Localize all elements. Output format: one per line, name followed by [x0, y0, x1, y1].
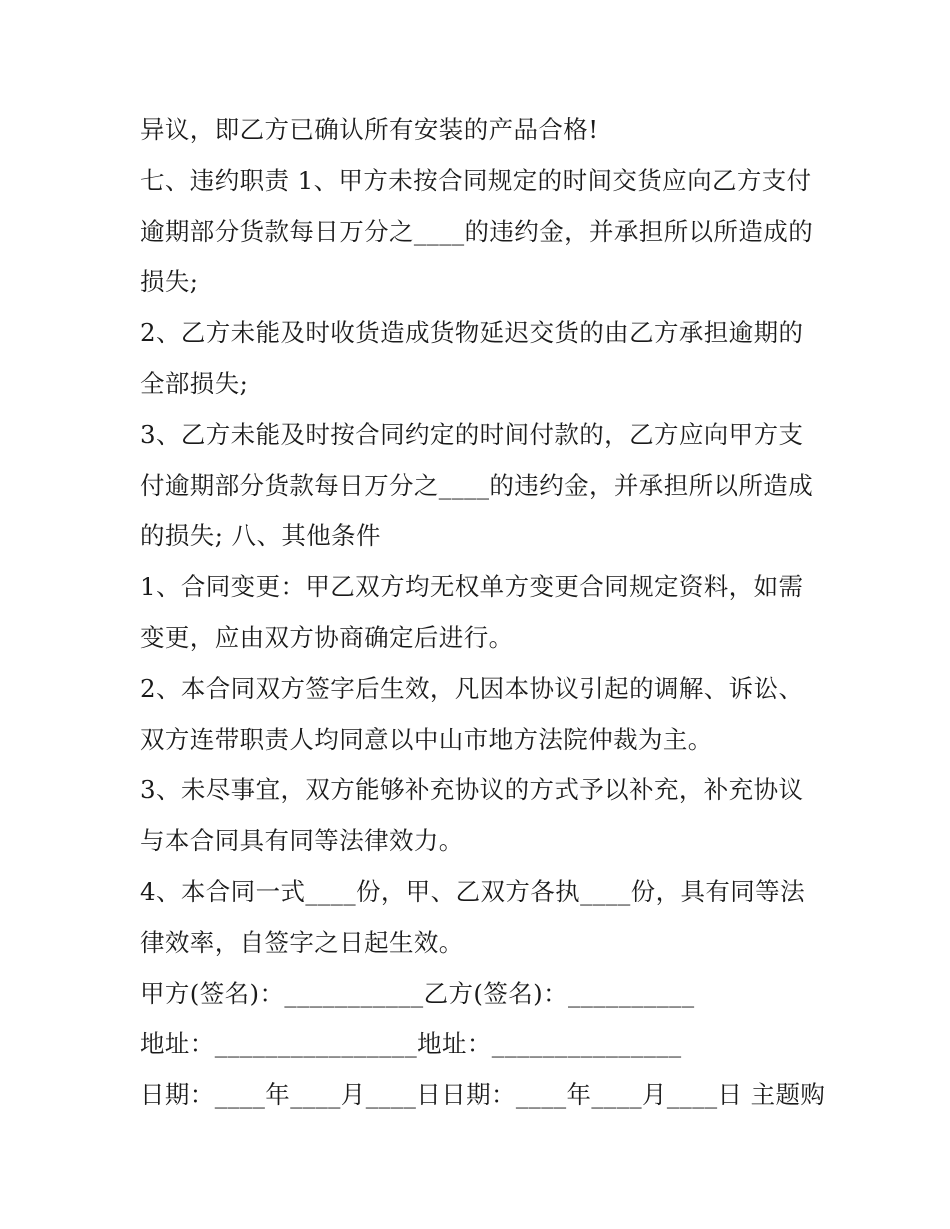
text-line: 律效率，自签字之日起生效。: [140, 927, 464, 957]
text-line: 的损失; 八、其他条件: [140, 521, 381, 551]
text-line: 2、本合同双方签字后生效，凡因本协议引起的调解、诉讼、: [140, 673, 804, 703]
text-line: 逾期部分货款每日万分之____的违约金，并承担所以所造成的: [140, 216, 814, 246]
signature-line-address: 地址：________________地址：_______________: [140, 1029, 682, 1059]
text-line: 2、乙方未能及时收货造成货物延迟交货的由乙方承担逾期的: [140, 318, 804, 348]
signature-line-date: 日期：____年____月____日日期：____年____月____日 主题购: [140, 1080, 826, 1110]
text-line: 4、本合同一式____份，甲、乙双方各执____份，具有同等法: [140, 876, 805, 906]
text-line: 1、合同变更：甲乙双方均无权单方变更合同规定资料，如需: [140, 572, 804, 602]
text-line: 3、未尽事宜，双方能够补充协议的方式予以补充，补充协议: [140, 775, 804, 805]
text-line: 全部损失;: [140, 368, 249, 398]
text-line: 异议，即乙方已确认所有安装的产品合格!: [140, 115, 599, 144]
text-line: 3、乙方未能及时按合同约定的时间付款的，乙方应向甲方支: [140, 419, 804, 449]
text-line: 付逾期部分货款每日万分之____的违约金，并承担所以所造成: [140, 470, 814, 500]
text-line: 变更，应由双方协商确定后进行。: [140, 622, 514, 652]
text-line: 双方连带职责人均同意以中山市地方法院仲裁为主。: [140, 724, 713, 754]
text-line: 七、违约职责 1、甲方未按合同规定的时间交货应向乙方支付: [140, 165, 812, 195]
text-line: 损失;: [140, 267, 199, 297]
signature-line-parties: 甲方(签名)：___________乙方(签名)：__________: [140, 978, 695, 1008]
document-body: [140, 105, 826, 1121]
text-line: 与本合同具有同等法律效力。: [140, 826, 464, 856]
